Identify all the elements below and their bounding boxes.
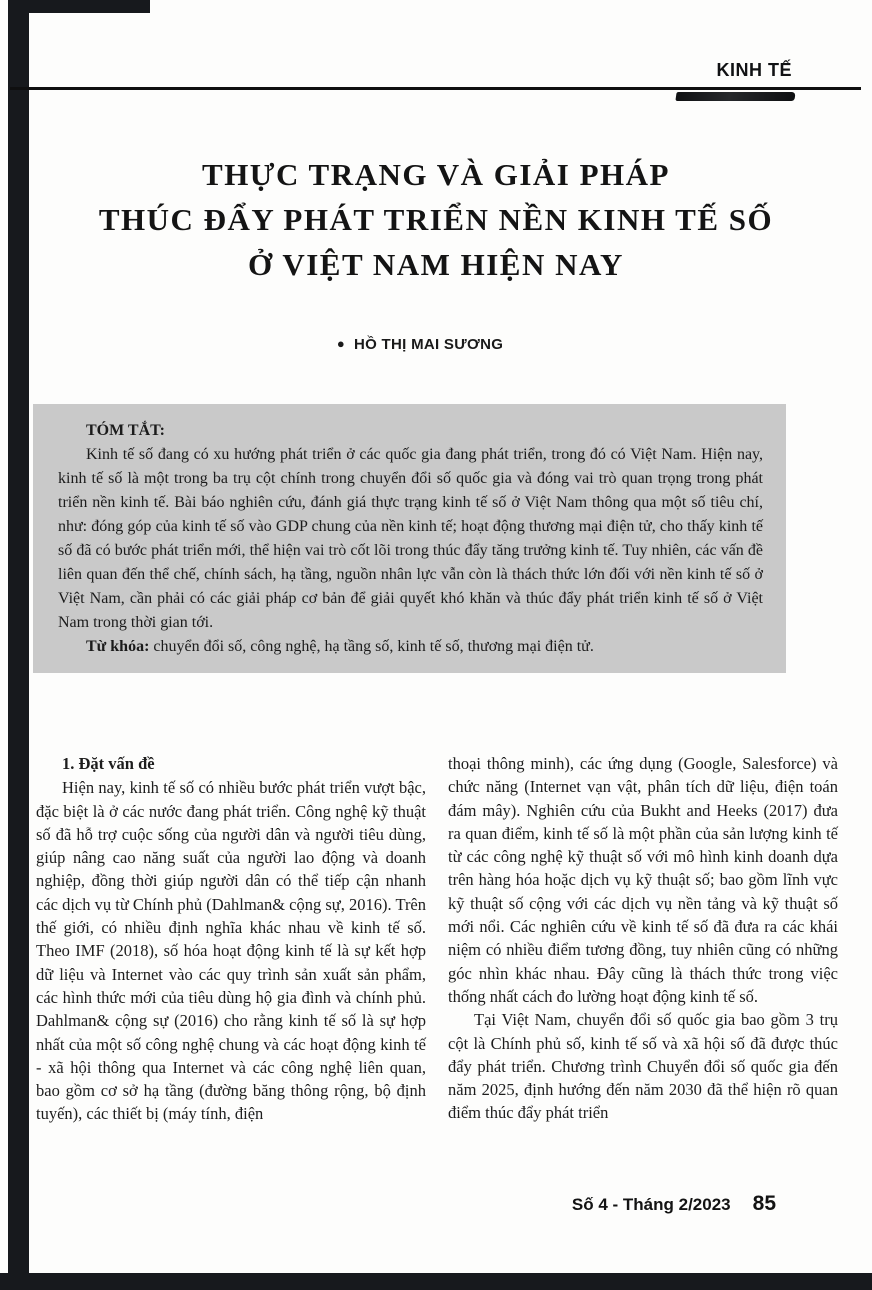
- article-title: [40, 152, 832, 287]
- footer-page-number: 85: [752, 1192, 776, 1215]
- keywords-label: Từ khóa:: [86, 638, 150, 655]
- scan-edge-left: [8, 0, 29, 1290]
- abstract-paragraph: Kinh tế số đang có xu hướng phát triển ở các quốc gia đang phát triển, trong đó có Việt Nam. Hiện nay, kinh tế số là một trong ba trụ cột chính trong chuyển đổi số quốc gia và đóng vai trò quan trọng trong phát triển nền kinh tế. Bài báo nghiên cứu, đánh giá thực trạng kinh tế số ở Việt Nam thông qua một số tiêu chí, như: đóng góp của kinh tế số vào GDP chung của nền kinh tế; hoạt động thương mại điện tử, cho thấy kinh tế số đã có bước phát triển mới, thể hiện vai trò cốt lõi trong thúc đẩy tăng trưởng kinh tế. Tuy nhiên, các vấn đề liên quan đến thể chế, chính sách, hạ tầng, nguồn nhân lực vẫn còn là thách thức lớn đối với nền kinh tế số ở Việt Nam, cần phải có các giải pháp cơ bản để giải quyết khó khăn và thúc đẩy phát triển kinh tế số ở Việt Nam trong thời gian tới.: [58, 446, 763, 631]
- abstract-heading: TÓM TẮT:: [86, 422, 165, 439]
- body-column-right: [448, 752, 838, 1126]
- section-label: KINH TẾ: [716, 60, 792, 80]
- body-paragraph-left: Hiện nay, kinh tế số có nhiều bước phát triển vượt bậc, đặc biệt là ở các nước đang phát triển. Công nghệ kỹ thuật số đã hỗ trợ cuộc sống của người dân và người tiêu dùng, giúp nâng cao năng suất của người lao động và doanh nghiệp, đồng thời giúp người dân có thể tiếp cận nhanh các dịch vụ từ Chính phủ (Dahlman& cộng sự, 2016). Trên thế giới, có nhiều định nghĩa khác nhau về kinh tế số. Theo IMF (2018), số hóa hoạt động kinh tế là sự kết hợp dữ liệu và Internet vào các quy trình sản xuất sản phẩm, các hình thức mới của tiêu dùng hộ gia đình và chính phủ. Dahlman& cộng sự (2016) cho rằng kinh tế số là sự hợp nhất của một số công nghệ chung và các hoạt động kinh tế - xã hội thông qua Internet và các công nghệ liên quan, bao gồm cơ sở hạ tầng (đường băng thông rộng, bộ định tuyến), các thiết bị (máy tính, điện: [36, 778, 427, 1124]
- body-paragraph-right-1: thoại thông minh), các ứng dụng (Google, Salesforce) và chức năng (Internet vạn vật, phân tích dữ liệu, điện toán đám mây). Nghiên cứu của Bukht and Heeks (2017) đưa ra quan điểm, kinh tế số là một phần của sản lượng kinh tế từ các công nghệ kỹ thuật số với mô hình kinh doanh dựa trên hàng hóa hoặc dịch vụ kỹ thuật số; bao gồm lĩnh vực kỹ thuật số cộng với các dịch vụ nền tảng và kỹ thuật số mới nổi. Các nghiên cứu về kinh tế số đã đưa ra các khái niệm có nhiều điểm tương đồng, tuy nhiên cũng có những góc nhìn khác nhau. Đây cũng là thách thức trong việc thống nhất cách đo lường hoạt động kinh tế số.: [448, 754, 838, 1006]
- article-title-line-1: THỰC TRẠNG VÀ GIẢI PHÁP: [202, 157, 670, 192]
- keywords-text: chuyển đổi số, công nghệ, hạ tầng số, kinh tế số, thương mại điện tử.: [149, 638, 594, 655]
- keywords-line: [58, 635, 763, 659]
- author-line: [0, 336, 840, 353]
- ink-smudge-artifact: [675, 92, 795, 101]
- body-column-left: [36, 752, 426, 1126]
- footer-issue: Số 4 - Tháng 2/2023: [571, 1195, 731, 1214]
- author-name: HỒ THỊ MAI SƯƠNG: [353, 336, 504, 353]
- author-bullet-icon: ●: [336, 336, 345, 351]
- section-heading: 1. Đặt vấn đề: [62, 754, 155, 773]
- article-title-line-2: THÚC ĐẨY PHÁT TRIỂN NỀN KINH TẾ SỐ: [98, 202, 774, 237]
- header-rule: [10, 87, 861, 90]
- abstract-box: [33, 404, 786, 673]
- page-footer: [572, 1192, 776, 1216]
- scan-edge-top-left: [8, 0, 150, 13]
- scan-edge-bottom: [0, 1273, 872, 1290]
- body-paragraph-right-2: Tại Việt Nam, chuyển đổi số quốc gia bao gồm 3 trụ cột là Chính phủ số, kinh tế số và xã hội số đã được thúc đẩy phát triển. Chương trình Chuyển đổi số quốc gia đến năm 2025, định hướng đến năm 2030 đã thể hiện rõ quan điểm thúc đẩy phát triển: [448, 1010, 838, 1123]
- body-columns: [36, 752, 838, 1126]
- article-title-line-3: Ở VIỆT NAM HIỆN NAY: [248, 247, 624, 282]
